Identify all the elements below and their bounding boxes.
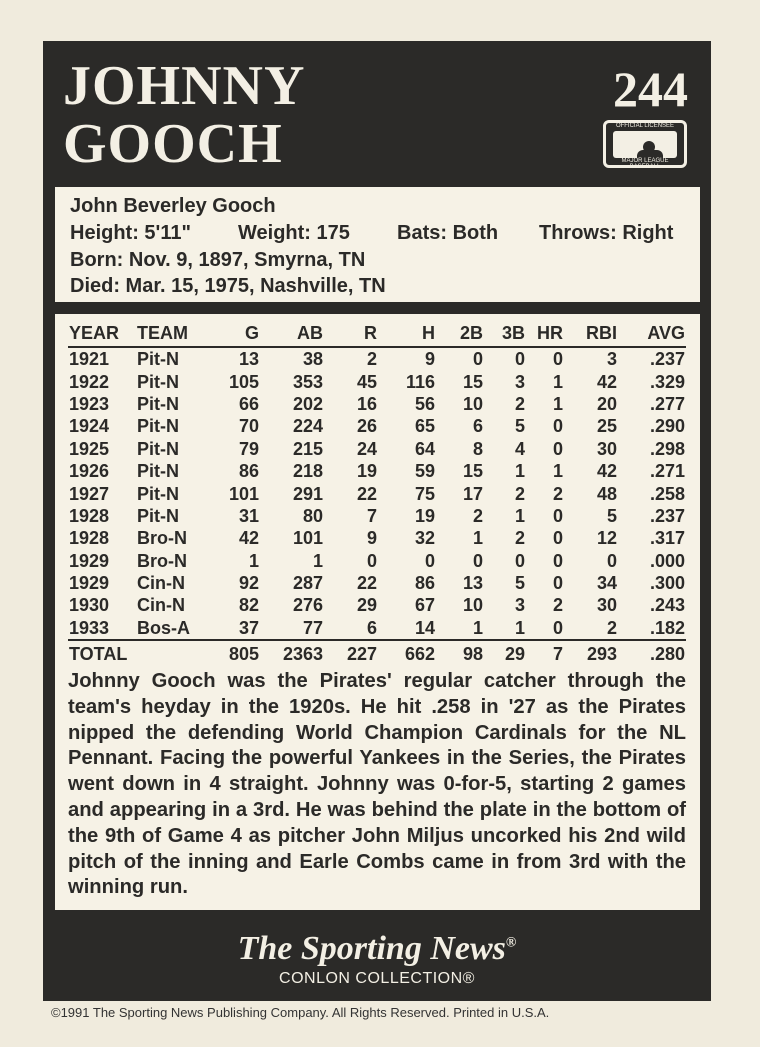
stats-cell: 224 bbox=[292, 416, 323, 437]
stats-cell: 5 bbox=[514, 573, 525, 594]
stats-cell: 15 bbox=[462, 371, 483, 392]
stats-row bbox=[68, 438, 686, 460]
stats-cell: 19 bbox=[414, 505, 435, 526]
stats-cell: 293 bbox=[564, 640, 618, 667]
stats-column-header: G bbox=[206, 320, 260, 347]
stats-cell: 14 bbox=[414, 617, 435, 638]
stats-cell: .237 bbox=[649, 349, 685, 370]
full-name: John Beverley Gooch bbox=[70, 195, 276, 217]
stats-cell: 2 bbox=[472, 505, 483, 526]
stats-cell: 1930 bbox=[69, 595, 110, 616]
stats-cell: .237 bbox=[649, 505, 685, 526]
bio-panel bbox=[55, 187, 700, 302]
stats-cell: 7 bbox=[366, 505, 377, 526]
stats-cell: 1922 bbox=[69, 371, 110, 392]
stats-cell: 30 bbox=[596, 438, 617, 459]
stats-cell bbox=[136, 640, 206, 667]
stats-cell: 22 bbox=[356, 573, 377, 594]
stats-cell: .280 bbox=[618, 640, 686, 667]
stats-cell: Pit-N bbox=[137, 483, 179, 504]
stats-cell: .243 bbox=[649, 595, 685, 616]
stats-cell: 1 bbox=[514, 461, 525, 482]
stats-cell: 70 bbox=[238, 416, 259, 437]
stats-cell: Bro-N bbox=[137, 528, 187, 549]
stats-table bbox=[68, 320, 686, 667]
stats-cell: 6 bbox=[472, 416, 483, 437]
stats-cell: 1 bbox=[472, 528, 483, 549]
stats-cell: 0 bbox=[514, 349, 525, 370]
stats-cell: 20 bbox=[596, 393, 617, 414]
stats-cell: 82 bbox=[238, 595, 259, 616]
stats-cell: .329 bbox=[649, 371, 685, 392]
stats-cell: 805 bbox=[206, 640, 260, 667]
stats-cell: 16 bbox=[356, 393, 377, 414]
stats-cell: 79 bbox=[238, 438, 259, 459]
stats-cell: 92 bbox=[238, 573, 259, 594]
stats-cell: .271 bbox=[649, 461, 685, 482]
stats-cell: 2 bbox=[366, 349, 377, 370]
stats-cell: 1 bbox=[552, 393, 563, 414]
stats-cell: 26 bbox=[356, 416, 377, 437]
stats-cell: 1 bbox=[248, 550, 259, 571]
stats-cell: 0 bbox=[552, 550, 563, 571]
stats-cell: 15 bbox=[462, 461, 483, 482]
stats-cell: 0 bbox=[514, 550, 525, 571]
stats-cell: 2363 bbox=[260, 640, 324, 667]
stats-cell: 42 bbox=[596, 461, 617, 482]
stats-cell: 10 bbox=[462, 595, 483, 616]
stats-cell: 25 bbox=[596, 416, 617, 437]
stats-cell: 30 bbox=[596, 595, 617, 616]
stats-cell: 662 bbox=[378, 640, 436, 667]
brand-mark: ® bbox=[505, 935, 517, 951]
player-name bbox=[63, 55, 306, 175]
stats-row bbox=[68, 482, 686, 504]
stats-cell: 0 bbox=[472, 550, 483, 571]
stats-cell: .298 bbox=[649, 438, 685, 459]
stats-row bbox=[68, 347, 686, 370]
stats-cell: .182 bbox=[649, 617, 685, 638]
stats-cell: 10 bbox=[462, 393, 483, 414]
stats-cell: 1926 bbox=[69, 461, 110, 482]
stats-column-header: 3B bbox=[484, 320, 526, 347]
stats-cell: 48 bbox=[596, 483, 617, 504]
stats-cell: 0 bbox=[552, 573, 563, 594]
stats-cell: Bro-N bbox=[137, 550, 187, 571]
stats-cell: .258 bbox=[649, 483, 685, 504]
stats-column-header: 2B bbox=[436, 320, 484, 347]
stats-cell: Pit-N bbox=[137, 416, 179, 437]
stats-row bbox=[68, 594, 686, 616]
stats-cell: 1 bbox=[552, 371, 563, 392]
weight: Weight: 175 bbox=[238, 222, 350, 244]
bats: Bats: Both bbox=[397, 222, 499, 244]
stats-row bbox=[68, 617, 686, 640]
stats-cell: 31 bbox=[238, 505, 259, 526]
player-first-name: JOHNNY bbox=[63, 55, 306, 117]
stats-cell: 1 bbox=[514, 505, 525, 526]
stats-cell: 59 bbox=[414, 461, 435, 482]
stats-column-header: YEAR bbox=[68, 320, 136, 347]
collection-name: CONLON COLLECTION® bbox=[279, 970, 475, 987]
stats-total-row bbox=[68, 640, 686, 667]
stats-cell: 2 bbox=[606, 617, 617, 638]
stats-cell: 1928 bbox=[69, 528, 110, 549]
stats-column-header: AB bbox=[260, 320, 324, 347]
stats-cell: Cin-N bbox=[137, 595, 185, 616]
stats-cell: 24 bbox=[356, 438, 377, 459]
stats-cell: 116 bbox=[405, 371, 435, 392]
stats-cell: 66 bbox=[238, 393, 259, 414]
stats-column-header: AVG bbox=[618, 320, 686, 347]
stats-cell: 75 bbox=[414, 483, 435, 504]
stats-cell: .317 bbox=[649, 528, 685, 549]
player-last-name: GOOCH bbox=[63, 113, 283, 175]
stats-cell: 202 bbox=[292, 393, 323, 414]
stats-cell: 0 bbox=[472, 349, 483, 370]
stats-cell: 42 bbox=[596, 371, 617, 392]
stats-cell: 0 bbox=[552, 349, 563, 370]
logo-bottom-text: MAJOR LEAGUE BASEBALL bbox=[621, 158, 669, 170]
stats-cell: 1929 bbox=[69, 550, 110, 571]
stats-cell: 2 bbox=[514, 393, 525, 414]
stats-row bbox=[68, 550, 686, 572]
stats-column-header: R bbox=[324, 320, 378, 347]
stats-cell: 0 bbox=[552, 505, 563, 526]
copyright: ©1991 The Sporting News Publishing Company. All Rights Reserved. Printed in U.S.A. bbox=[51, 1005, 550, 1020]
stats-cell: 0 bbox=[552, 438, 563, 459]
born: Born: Nov. 9, 1897, Smyrna, TN bbox=[70, 249, 366, 271]
stats-cell: 80 bbox=[302, 505, 323, 526]
stats-panel bbox=[55, 314, 700, 910]
brand-name: The Sporting News bbox=[237, 930, 506, 967]
stats-cell: .277 bbox=[649, 393, 685, 414]
stats-row bbox=[68, 527, 686, 549]
stats-cell: Pit-N bbox=[137, 505, 179, 526]
card-number: 244 bbox=[613, 61, 688, 117]
stats-cell: 13 bbox=[238, 349, 259, 370]
stats-cell: 19 bbox=[356, 461, 377, 482]
stats-cell: 29 bbox=[484, 640, 526, 667]
stats-row bbox=[68, 572, 686, 594]
stats-cell: 1 bbox=[514, 617, 525, 638]
stats-cell: Pit-N bbox=[137, 461, 179, 482]
stats-cell: 5 bbox=[514, 416, 525, 437]
throws: Throws: Right bbox=[539, 222, 674, 244]
stats-cell: 353 bbox=[292, 371, 323, 392]
stats-cell: 287 bbox=[292, 573, 323, 594]
stats-cell: 37 bbox=[238, 617, 259, 638]
stats-cell: 9 bbox=[366, 528, 377, 549]
stats-cell: 67 bbox=[414, 595, 435, 616]
stats-cell: 1927 bbox=[69, 483, 110, 504]
stats-cell: 34 bbox=[596, 573, 617, 594]
stats-cell: 1923 bbox=[69, 393, 110, 414]
stats-cell: 12 bbox=[596, 528, 617, 549]
died: Died: Mar. 15, 1975, Nashville, TN bbox=[70, 275, 386, 297]
stats-cell: 98 bbox=[436, 640, 484, 667]
stats-row bbox=[68, 505, 686, 527]
stats-cell: Pit-N bbox=[137, 438, 179, 459]
stats-cell: 38 bbox=[302, 349, 323, 370]
stats-cell: 3 bbox=[514, 595, 525, 616]
stats-cell: 32 bbox=[414, 528, 435, 549]
stats-cell: 29 bbox=[356, 595, 377, 616]
stats-cell: 1924 bbox=[69, 416, 110, 437]
stats-cell: 3 bbox=[606, 349, 617, 370]
stats-row bbox=[68, 393, 686, 415]
stats-cell: .300 bbox=[649, 573, 685, 594]
stats-cell: 291 bbox=[292, 483, 323, 504]
stats-cell: 1933 bbox=[69, 617, 110, 638]
stats-cell: 8 bbox=[472, 438, 483, 459]
stats-column-header: RBI bbox=[564, 320, 618, 347]
stats-cell: 0 bbox=[366, 550, 377, 571]
stats-cell: 6 bbox=[366, 617, 377, 638]
stats-cell: 276 bbox=[292, 595, 323, 616]
stats-cell: 2 bbox=[552, 595, 563, 616]
stats-cell: Cin-N bbox=[137, 573, 185, 594]
stats-cell: 1 bbox=[552, 461, 563, 482]
stats-cell: 1925 bbox=[69, 438, 110, 459]
stats-cell: 0 bbox=[552, 617, 563, 638]
stats-cell: 0 bbox=[424, 550, 435, 571]
stats-cell: 22 bbox=[356, 483, 377, 504]
stats-cell: Pit-N bbox=[137, 349, 179, 370]
stats-cell: 218 bbox=[292, 461, 323, 482]
stats-cell: .000 bbox=[649, 550, 685, 571]
stats-cell: 77 bbox=[302, 617, 323, 638]
mlb-logo-icon bbox=[603, 120, 687, 168]
stats-column-header: H bbox=[378, 320, 436, 347]
stats-cell: 42 bbox=[238, 528, 259, 549]
stats-cell: 227 bbox=[324, 640, 378, 667]
stats-cell: 2 bbox=[552, 483, 563, 504]
stats-cell: 7 bbox=[526, 640, 564, 667]
stats-cell: Bos-A bbox=[137, 617, 190, 638]
stats-cell: 2 bbox=[514, 483, 525, 504]
stats-cell: 45 bbox=[356, 371, 377, 392]
stats-row bbox=[68, 460, 686, 482]
stats-header-row bbox=[68, 320, 686, 347]
stats-cell: Pit-N bbox=[137, 393, 179, 414]
stats-cell: 17 bbox=[462, 483, 483, 504]
stats-cell: 56 bbox=[414, 393, 435, 414]
stats-cell: 1921 bbox=[69, 349, 110, 370]
player-story: Johnny Gooch was the Pirates' regular catcher through the team's heyday in the 1920s. He hit .258 in '27 as the Pirates nipped the defending World Champion Cardinals for the NL Pennant. Facing the powerful Yankees in the Series, the Pirates went down in 4 straight. Johnny was 0-for-5, starting 2 games and appearing in a 3rd. He was behind the plate in the bottom of the 9th of Game 4 as pitcher John Miljus uncorked his 2nd wild pitch of the inning and Earle Combs came in from 3rd with the winning run. bbox=[68, 670, 686, 899]
stats-cell: 0 bbox=[552, 528, 563, 549]
logo-top-text: OFFICIAL LICENSEE bbox=[615, 123, 675, 129]
sporting-news-logo bbox=[43, 930, 711, 988]
stats-cell: 1929 bbox=[69, 573, 110, 594]
stats-cell: 5 bbox=[606, 505, 617, 526]
stats-cell: Pit-N bbox=[137, 371, 179, 392]
stats-cell: 64 bbox=[414, 438, 435, 459]
stats-cell: 2 bbox=[514, 528, 525, 549]
stats-cell: 0 bbox=[606, 550, 617, 571]
stats-cell: 1 bbox=[312, 550, 323, 571]
stats-cell: 9 bbox=[424, 349, 435, 370]
stats-cell: 86 bbox=[238, 461, 259, 482]
stats-cell: 1 bbox=[472, 617, 483, 638]
height: Height: 5'11" bbox=[70, 222, 191, 244]
stats-cell: 101 bbox=[228, 483, 259, 504]
stats-column-header: HR bbox=[526, 320, 564, 347]
stats-cell: 3 bbox=[514, 371, 525, 392]
stats-cell: 101 bbox=[292, 528, 323, 549]
stats-row bbox=[68, 370, 686, 392]
stats-cell: 0 bbox=[552, 416, 563, 437]
stats-cell: 215 bbox=[292, 438, 323, 459]
stats-cell: TOTAL bbox=[68, 640, 136, 667]
stats-column-header: TEAM bbox=[136, 320, 206, 347]
stats-row bbox=[68, 415, 686, 437]
stats-cell: .290 bbox=[649, 416, 685, 437]
stats-cell: 86 bbox=[414, 573, 435, 594]
stats-cell: 1928 bbox=[69, 505, 110, 526]
stats-cell: 13 bbox=[462, 573, 483, 594]
stats-cell: 65 bbox=[414, 416, 435, 437]
stats-cell: 4 bbox=[514, 438, 525, 459]
stats-cell: 105 bbox=[228, 371, 259, 392]
